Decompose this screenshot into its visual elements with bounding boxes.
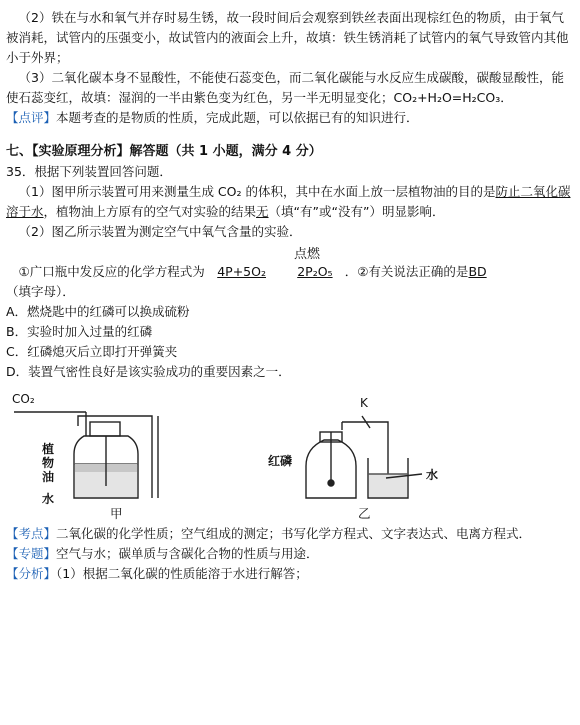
q1-text-a: （1）图甲所示装置可用来测量生成 CO₂ 的体积，其中在水面上放一层植物油的目的是 (18, 184, 496, 199)
label-red-phosphorus: 红磷 (268, 454, 293, 468)
option-a: A．燃烧匙中的红磷可以换成硫粉 (6, 304, 190, 319)
q1-text-c: （填“有”或“没有”）明显影响． (268, 204, 445, 219)
fill-hint: （填字母）． (6, 284, 75, 299)
label-water-left: 水 (42, 492, 55, 506)
question-stem: 35．根据下列装置回答问题． (6, 164, 172, 179)
analysis-line (6, 564, 574, 584)
apparatus-left (14, 412, 158, 498)
q1-text-b: ，植物油上方原有的空气对实验的结果 (43, 204, 257, 219)
label-clamp-k: K (360, 396, 368, 410)
topic-line (6, 544, 574, 564)
eq-text-a: ①广口瓶中发反应的化学方程式为 (18, 264, 205, 279)
ignite-condition-row (6, 242, 574, 262)
caption-yi: 乙 (358, 506, 371, 521)
answer-line-2: （2）铁在与水和氧气并存时易生锈，故一段时间后会观察到铁丝表面出现棕红色的物质，由于氧气被消耗，试管内的压强变小，故试管内的液面会上升，故填：铁生锈消耗了试管内的氧气导致管内其他小于外界； (6, 10, 569, 65)
knowledge-tag: 【考点】 (6, 526, 57, 541)
apparatus-figure (6, 386, 566, 521)
knowledge-point-line (6, 524, 574, 544)
label-water-right: 水 (426, 468, 439, 482)
question-part-1 (6, 182, 574, 222)
eq-reactants: 4P+5O₂ (217, 264, 266, 279)
equation-line (6, 262, 574, 282)
answer-line-3: （3）二氧化碳本身不显酸性，不能使石蕊变色，而二氧化碳能与水反应生成碳酸，碳酸显酸性，能使石蕊变红，故填：湿润的一半由紫色变为红色，另一半无明显变化；CO₂+H₂O=H₂CO₃． (6, 70, 564, 105)
q1-answer-1: 防止二氧化碳溶于水 (6, 184, 571, 219)
q2-answer: BD (468, 264, 487, 279)
option-d: D．装置气密性良好是该实验成功的重要因素之一． (6, 364, 291, 379)
question-part-2: （2）图乙所示装置为测定空气中氧气含量的实验． (18, 224, 302, 239)
knowledge-text: 二氧化碳的化学性质；空气组成的测定；书写化学方程式、文字表达式、电离方程式． (56, 526, 532, 541)
analysis-tag: 【分析】 (6, 566, 57, 581)
label-co2: CO₂ (12, 392, 35, 406)
comment-text: 本题考查的是物质的性质，完成此题，可以依据已有的知识进行． (56, 110, 419, 125)
eq-products: 2P₂O₅ (297, 264, 333, 279)
section-title: 七、【实验原理分析】解答题（共 1 小题，满分 4 分） (6, 144, 322, 159)
ignite-condition: 点燃 (294, 247, 321, 262)
apparatus-right (306, 416, 422, 498)
caption-jia: 甲 (110, 506, 123, 521)
analysis-text: （1）根据二氧化碳的性质能溶于水进行解答； (56, 566, 308, 581)
option-c: C．红磷熄灭后立即打开弹簧夹 (6, 344, 178, 359)
q1-answer-2: 无 (256, 204, 269, 219)
label-plant-oil: 植物油 (42, 442, 55, 484)
option-b: B．实验时加入过量的红磷 (6, 324, 153, 339)
apparatus-svg (6, 386, 566, 508)
topic-text: 空气与水；碳单质与含碳化合物的性质与用途． (56, 546, 319, 561)
comment-tag: 【点评】 (6, 110, 57, 125)
comment-line (6, 108, 574, 128)
topic-tag: 【专题】 (6, 546, 57, 561)
eq-text-b: ．②有关说法正确的是 (344, 264, 469, 279)
